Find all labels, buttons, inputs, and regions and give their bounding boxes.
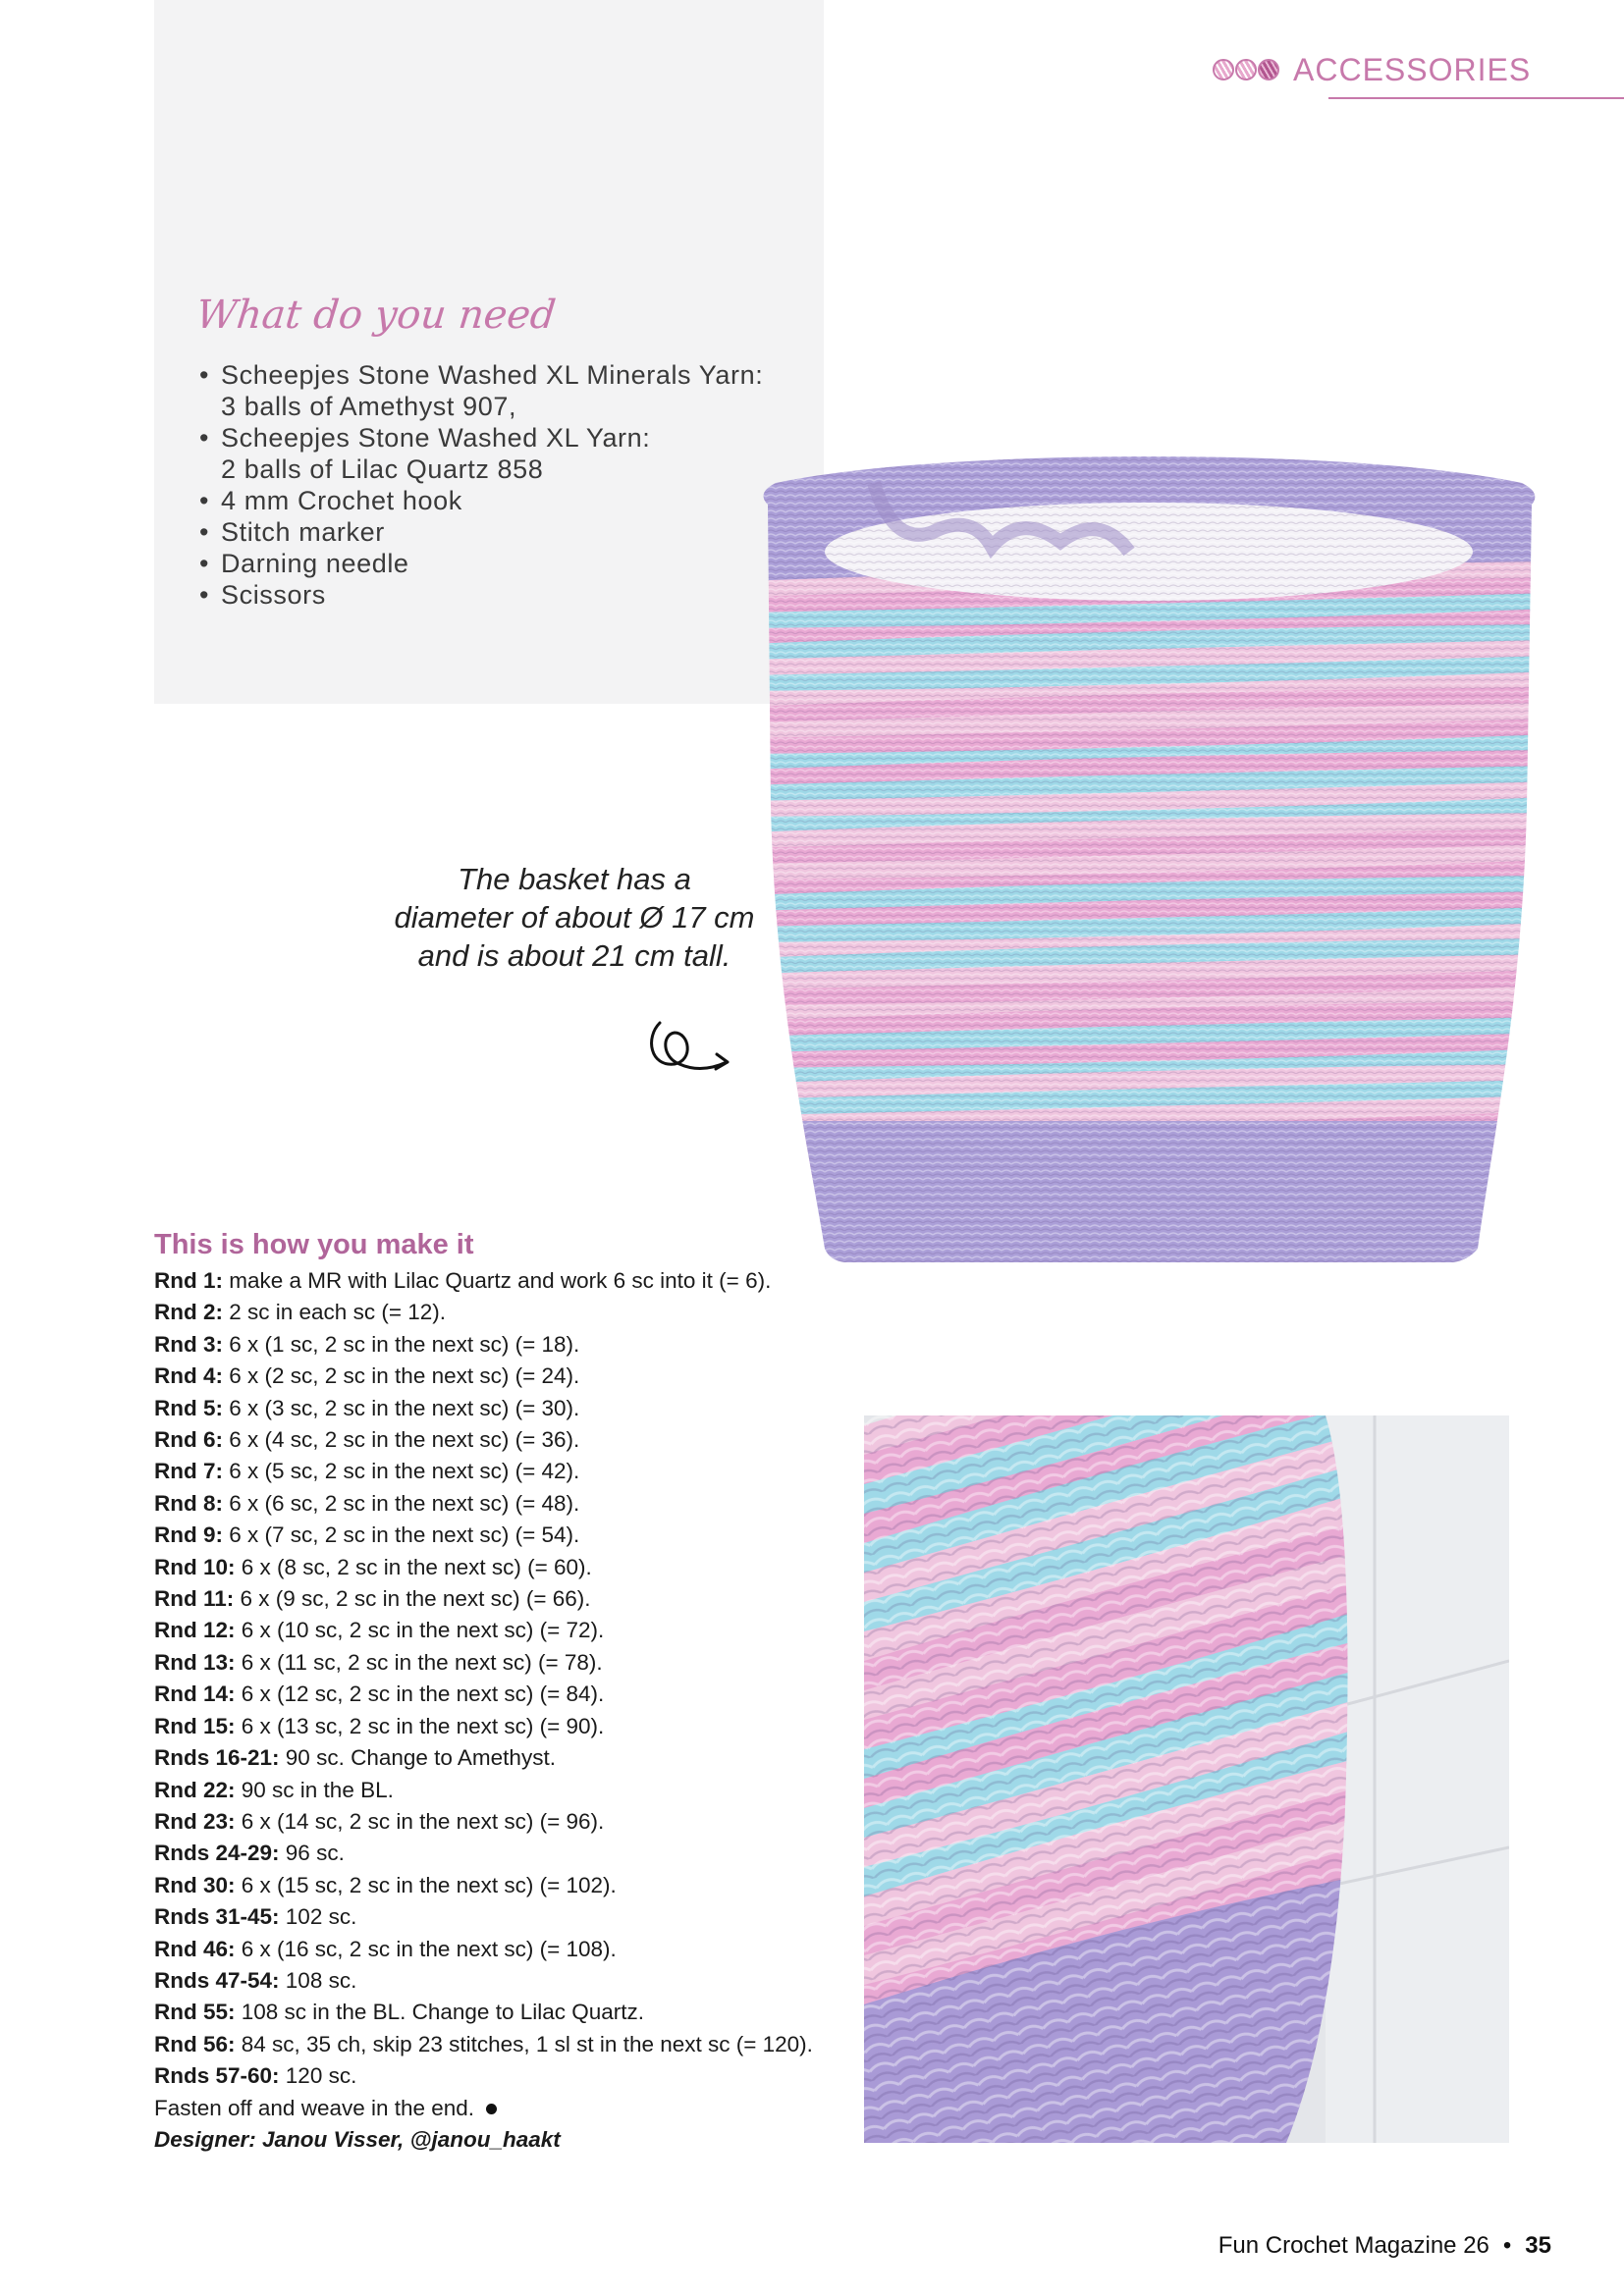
step-text: 6 x (4 sc, 2 sc in the next sc) (= 36). <box>223 1427 580 1453</box>
step-label: Rnd 4: <box>154 1363 223 1389</box>
instruction-step <box>154 1934 813 1965</box>
bullet: • <box>199 580 210 610</box>
materials-item-text: Scheepjes Stone Washed XL Minerals Yarn: <box>221 360 764 390</box>
step-label: Rnd 7: <box>154 1459 223 1484</box>
closeup-photo <box>864 1415 1509 2143</box>
step-text: 6 x (12 sc, 2 sc in the next sc) (= 84). <box>235 1682 605 1707</box>
step-label: Rnd 10: <box>154 1554 236 1579</box>
yarn-ball-icon <box>1213 59 1279 80</box>
bullet: • <box>199 486 210 515</box>
materials-item-text: Stitch marker <box>221 517 385 547</box>
step-text: 2 sc in each sc (= 12). <box>223 1300 446 1325</box>
instruction-step <box>154 1742 813 1774</box>
curly-arrow-icon <box>640 1003 734 1078</box>
instruction-step <box>154 1456 813 1487</box>
section-header <box>1213 47 1531 92</box>
instruction-step <box>154 1711 813 1742</box>
instruction-step <box>154 1679 813 1710</box>
materials-item-text: 4 mm Crochet hook <box>221 486 462 515</box>
instruction-step <box>154 1424 813 1456</box>
step-label: Rnd 13: <box>154 1649 236 1675</box>
step-text: 6 x (1 sc, 2 sc in the next sc) (= 18). <box>223 1331 580 1357</box>
instruction-step <box>154 1965 813 1997</box>
designer-credit: Designer: Janou Visser, @janou_haakt <box>154 2126 561 2152</box>
step-label: Rnd 6: <box>154 1427 223 1453</box>
step-label: Rnd 15: <box>154 1713 236 1738</box>
step-text: 6 x (7 sc, 2 sc in the next sc) (= 54). <box>223 1522 580 1548</box>
materials-item <box>196 359 763 422</box>
basket-photo <box>746 454 1551 1268</box>
step-text: 108 sc in the BL. Change to Lilac Quartz. <box>235 2000 645 2025</box>
footer-separator: • <box>1502 2232 1512 2259</box>
instruction-step <box>154 1361 813 1392</box>
step-label: Rnd 9: <box>154 1522 223 1548</box>
step-label: Rnd 22: <box>154 1777 236 1802</box>
step-label: Rnd 56: <box>154 2031 236 2056</box>
step-text: 90 sc. Change to Amethyst. <box>279 1745 556 1771</box>
instructions-heading: This is how you make it <box>154 1229 474 1260</box>
instruction-step <box>154 2029 813 2060</box>
caption-line: and is about 21 cm tall. <box>417 938 731 973</box>
step-label: Rnd 12: <box>154 1618 236 1643</box>
step-text: 6 x (14 sc, 2 sc in the next sc) (= 96). <box>235 1808 605 1834</box>
instruction-step <box>154 1806 813 1838</box>
step-text: 6 x (9 sc, 2 sc in the next sc) (= 66). <box>234 1586 591 1612</box>
materials-item <box>196 422 763 485</box>
materials-item-text: 2 balls of Lilac Quartz 858 <box>221 454 544 484</box>
page-footer <box>1218 2232 1551 2260</box>
instruction-step <box>154 1583 813 1615</box>
step-label: Rnds 16-21: <box>154 1745 280 1771</box>
end-dot-icon <box>486 2104 497 2114</box>
instruction-step <box>154 2060 813 2092</box>
instruction-step <box>154 1997 813 2028</box>
step-label: Rnd 55: <box>154 2000 236 2025</box>
instruction-step <box>154 1901 813 1933</box>
step-label: Rnds 57-60: <box>154 2063 280 2089</box>
finish-note <box>154 2093 813 2124</box>
instruction-step <box>154 1393 813 1424</box>
finish-text: Fasten off and weave in the end. <box>154 2095 475 2120</box>
materials-item <box>196 485 763 516</box>
materials-item-text: Darning needle <box>221 549 409 578</box>
instruction-step <box>154 1647 813 1679</box>
caption-line: The basket has a <box>458 862 691 896</box>
step-text: 6 x (10 sc, 2 sc in the next sc) (= 72). <box>235 1618 605 1643</box>
step-text: 108 sc. <box>279 1967 357 1993</box>
bullet: • <box>199 517 210 547</box>
caption-line: diameter of about Ø 17 cm <box>394 900 755 934</box>
instruction-step <box>154 1838 813 1869</box>
step-label: Rnd 11: <box>154 1586 235 1612</box>
materials-item <box>196 548 763 579</box>
instructions-list <box>154 1265 813 2156</box>
step-text: 6 x (16 sc, 2 sc in the next sc) (= 108). <box>235 1936 617 1961</box>
section-divider <box>1328 97 1624 99</box>
bullet: • <box>199 423 210 453</box>
instruction-step <box>154 1329 813 1361</box>
instruction-step <box>154 1520 813 1551</box>
page-number: 35 <box>1525 2232 1551 2259</box>
materials-item <box>196 579 763 611</box>
instruction-step <box>154 1775 813 1806</box>
materials-heading: What do you need <box>193 293 559 338</box>
instruction-step <box>154 1615 813 1646</box>
step-text: 102 sc. <box>279 1904 357 1930</box>
materials-item-text: Scheepjes Stone Washed XL Yarn: <box>221 423 651 453</box>
materials-item <box>196 516 763 548</box>
yarn-ball-icon <box>1213 59 1234 80</box>
step-text: 6 x (5 sc, 2 sc in the next sc) (= 42). <box>223 1459 580 1484</box>
basket-caption <box>383 860 766 975</box>
instruction-step <box>154 1552 813 1583</box>
step-text: 6 x (15 sc, 2 sc in the next sc) (= 102). <box>235 1872 617 1897</box>
materials-item-text: 3 balls of Amethyst 907, <box>221 392 517 421</box>
step-text: make a MR with Lilac Quartz and work 6 sc into it (= 6). <box>223 1268 772 1293</box>
section-title: ACCESSORIES <box>1293 51 1532 87</box>
magazine-name: Fun Crochet Magazine 26 <box>1218 2232 1489 2259</box>
bullet: • <box>199 549 210 578</box>
step-text: 6 x (2 sc, 2 sc in the next sc) (= 24). <box>223 1363 580 1389</box>
yarn-ball-icon <box>1258 59 1279 80</box>
step-label: Rnd 30: <box>154 1872 236 1897</box>
instruction-step <box>154 1870 813 1901</box>
step-label: Rnd 1: <box>154 1268 223 1293</box>
bullet: • <box>199 360 210 390</box>
step-label: Rnd 5: <box>154 1395 223 1420</box>
step-label: Rnd 3: <box>154 1331 223 1357</box>
step-label: Rnd 8: <box>154 1490 223 1516</box>
step-label: Rnd 46: <box>154 1936 236 1961</box>
step-text: 120 sc. <box>279 2063 357 2089</box>
yarn-ball-icon <box>1235 59 1257 80</box>
instruction-step <box>154 1488 813 1520</box>
step-text: 84 sc, 35 ch, skip 23 stitches, 1 sl st in the next sc (= 120). <box>235 2031 813 2056</box>
step-label: Rnd 2: <box>154 1300 223 1325</box>
step-label: Rnd 14: <box>154 1682 236 1707</box>
step-label: Rnds 47-54: <box>154 1967 280 1993</box>
step-text: 6 x (6 sc, 2 sc in the next sc) (= 48). <box>223 1490 580 1516</box>
step-label: Rnd 23: <box>154 1808 236 1834</box>
step-label: Rnds 24-29: <box>154 1841 280 1866</box>
materials-item-text: Scissors <box>221 580 326 610</box>
instruction-step <box>154 1265 813 1297</box>
step-text: 6 x (3 sc, 2 sc in the next sc) (= 30). <box>223 1395 580 1420</box>
instruction-step <box>154 1297 813 1328</box>
step-text: 96 sc. <box>279 1841 345 1866</box>
step-text: 90 sc in the BL. <box>235 1777 394 1802</box>
step-label: Rnds 31-45: <box>154 1904 280 1930</box>
step-text: 6 x (8 sc, 2 sc in the next sc) (= 60). <box>235 1554 592 1579</box>
step-text: 6 x (11 sc, 2 sc in the next sc) (= 78). <box>235 1649 603 1675</box>
materials-list <box>196 359 763 611</box>
step-text: 6 x (13 sc, 2 sc in the next sc) (= 90). <box>235 1713 605 1738</box>
